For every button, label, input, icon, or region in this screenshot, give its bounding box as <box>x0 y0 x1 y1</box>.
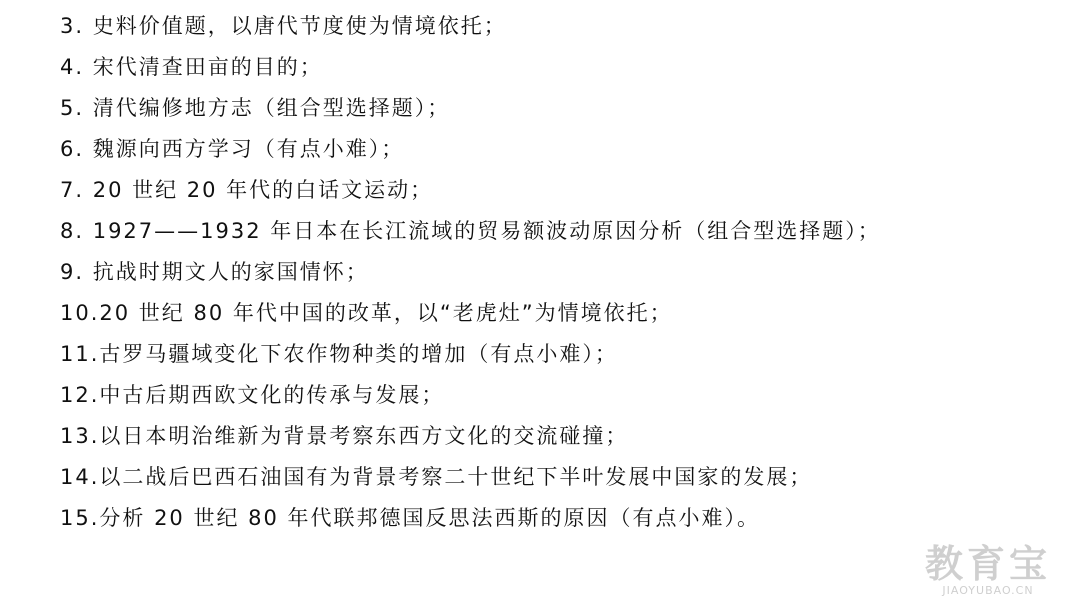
watermark-logo: 教育宝 <box>924 542 1051 586</box>
list-item: 5. 清代编修地方志（组合型选择题）； <box>60 96 451 120</box>
list-item: 10.20 世纪 80 年代中国的改革，以“老虎灶”为情境依托； <box>60 301 673 325</box>
list-item: 6. 魏源向西方学习（有点小难）； <box>60 137 405 161</box>
watermark <box>918 544 1058 598</box>
question-list <box>60 6 1060 539</box>
list-item: 9. 抗战时期文人的家国情怀； <box>60 260 369 284</box>
list-item: 4. 宋代清查田亩的目的； <box>60 55 323 79</box>
list-item: 7. 20 世纪 20 年代的白话文运动； <box>60 178 434 202</box>
list-item: 15.分析 20 世纪 80 年代联邦德国反思法西斯的原因（有点小难）。 <box>60 506 761 530</box>
list-item: 3. 史料价值题，以唐代节度使为情境依托； <box>60 14 507 38</box>
list-item: 13.以日本明治维新为背景考察东西方文化的交流碰撞； <box>60 424 629 448</box>
list-item: 11.古罗马疆域变化下农作物种类的增加（有点小难）； <box>60 342 618 366</box>
list-item: 14.以二战后巴西石油国有为背景考察二十世纪下半叶发展中国家的发展； <box>60 465 813 489</box>
list-item: 8. 1927——1932 年日本在长江流域的贸易额波动原因分析（组合型选择题）； <box>60 219 881 243</box>
watermark-url: JIAOYUBAO.CN <box>942 584 1034 597</box>
list-item: 12.中古后期西欧文化的传承与发展； <box>60 383 445 407</box>
